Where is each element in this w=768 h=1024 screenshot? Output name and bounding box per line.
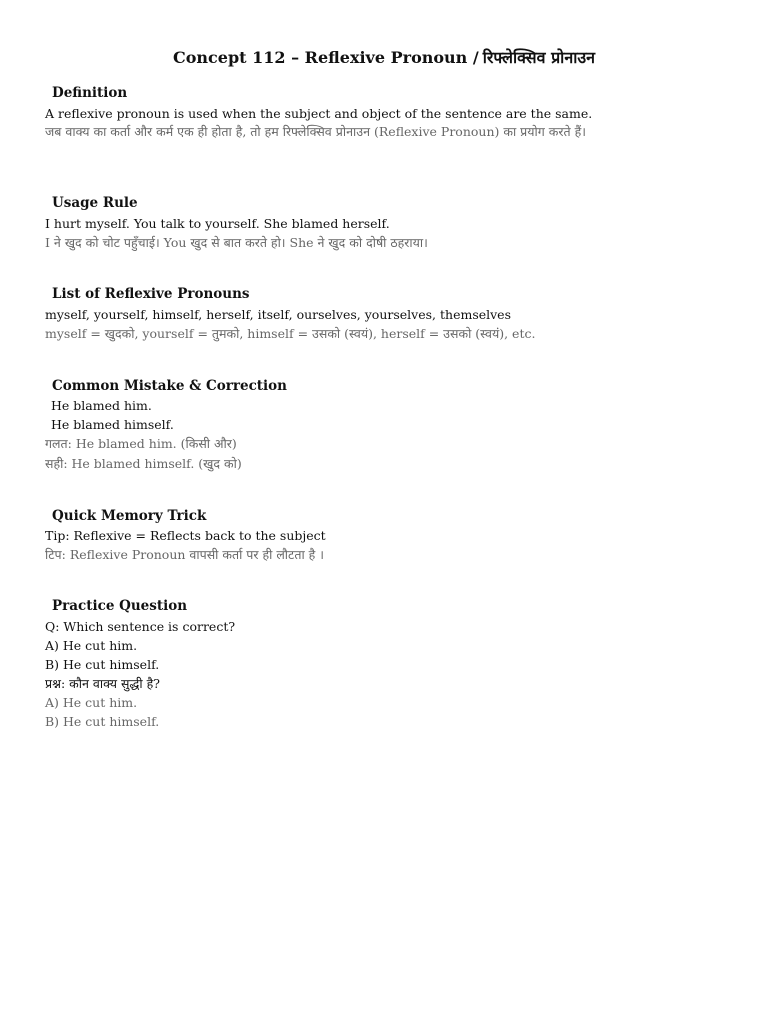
page-title-hindi: रिफ्लेक्सिव प्रोनाउन <box>482 48 595 67</box>
practice-heading: Practice Question <box>52 598 188 614</box>
trick-english: Tip: Reflexive = Reflects back to the subject <box>45 528 326 543</box>
trick-heading: Quick Memory Trick <box>52 508 207 524</box>
mistake-hindi-correct: सही: He blamed himself. (खुद को) <box>45 456 242 471</box>
page-title-english: Concept 112 – Reflexive Pronoun / <box>173 48 479 67</box>
practice-option-a: A) He cut him. <box>45 638 138 653</box>
practice-question-hindi: प्रश्न: कौन वाक्य सुद्धी है? <box>45 676 160 691</box>
mistake-heading: Common Mistake & Correction <box>52 378 287 394</box>
practice-option-b: B) He cut himself. <box>45 657 160 672</box>
usage-heading: Usage Rule <box>52 195 138 211</box>
definition-hindi: जब वाक्य का कर्ता और कर्म एक ही होता है, तो हम रिफ्लेक्सिव प्रोनाउन (Reflexive Pronoun) का प्रयोग करते हैं। <box>45 124 586 139</box>
mistake-line-2: He blamed himself. <box>51 417 174 432</box>
mistake-hindi-wrong: गलत: He blamed him. (किसी और) <box>45 436 237 451</box>
list-heading: List of Reflexive Pronouns <box>52 286 250 302</box>
definition-heading: Definition <box>52 85 128 101</box>
usage-hindi: I ने खुद को चोट पहुँचाई। You खुद से बात करते हो। She ने खुद को दोषी ठहराया। <box>45 235 428 250</box>
practice-option-a-repeat: A) He cut him. <box>45 695 138 710</box>
list-english: myself, yourself, himself, herself, itself, ourselves, yourselves, themselves <box>45 307 511 322</box>
practice-option-b-repeat: B) He cut himself. <box>45 714 160 729</box>
mistake-line-1: He blamed him. <box>51 398 152 413</box>
usage-english: I hurt myself. You talk to yourself. She blamed herself. <box>45 216 390 231</box>
practice-question: Q: Which sentence is correct? <box>45 619 236 634</box>
definition-english: A reflexive pronoun is used when the subject and object of the sentence are the same. <box>45 106 593 121</box>
list-hindi: myself = खुदको, yourself = तुमको, himself = उसको (स्वयं), herself = उसको (स्वयंं), etc. <box>45 326 536 341</box>
trick-hindi: टिप: Reflexive Pronoun वापसी कर्ता पर ही लौटता है । <box>45 547 325 562</box>
page-title <box>0 47 768 69</box>
